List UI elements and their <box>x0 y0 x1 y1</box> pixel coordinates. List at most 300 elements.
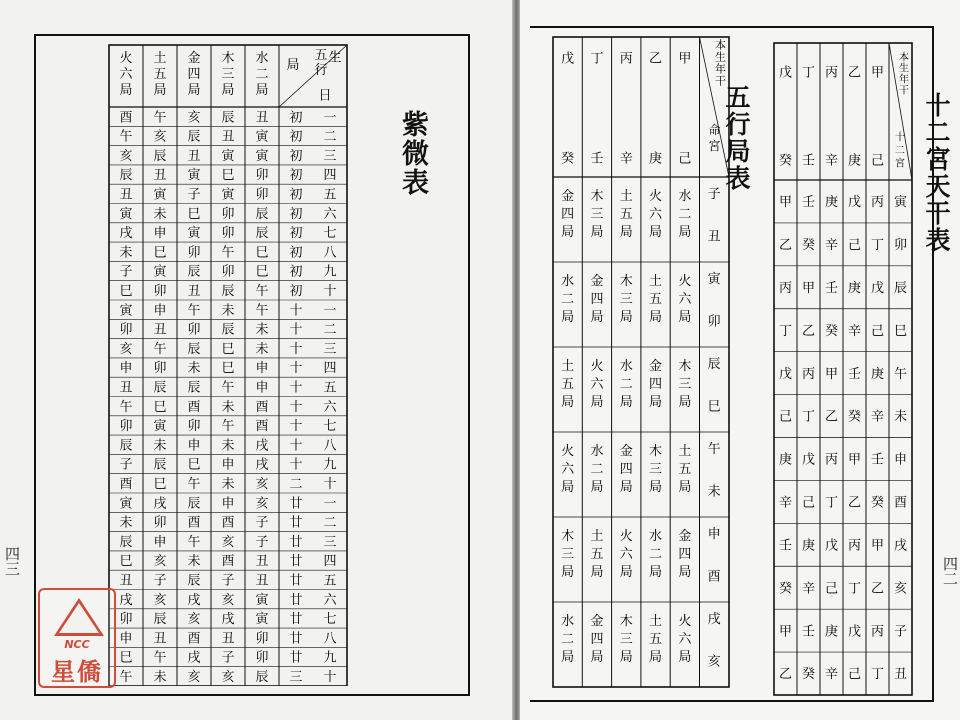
palace-cell: 己 <box>778 409 793 425</box>
ziwei-cell: 亥 <box>221 534 235 550</box>
svg-text:木: 木 <box>649 444 663 460</box>
svg-text:三: 三 <box>590 207 604 223</box>
ziwei-cell: 未 <box>119 245 133 261</box>
ziwei-cell: 酉 <box>255 399 269 415</box>
ziwei-cell: 卯 <box>255 631 269 647</box>
ziwei-cell: 戌 <box>255 457 269 473</box>
ziwei-cell: 巳 <box>153 245 167 261</box>
stamp-name: 星僑 <box>51 657 103 686</box>
svg-text:四: 四 <box>561 207 575 223</box>
ziwei-cell: 申 <box>255 361 269 377</box>
ziwei-cell: 戌 <box>187 592 201 608</box>
palace-cell: 戊 <box>778 366 793 382</box>
wuxing-stem-bottom: 己 <box>678 151 692 167</box>
svg-text:二: 二 <box>895 145 905 157</box>
ziwei-day-first: 十 <box>289 399 303 415</box>
ziwei-cell: 丑 <box>221 631 235 647</box>
ziwei-cell: 巳 <box>255 245 269 261</box>
palace-cell: 壬 <box>778 538 793 554</box>
ziwei-day-first: 廿 <box>289 612 303 628</box>
svg-text:三: 三 <box>649 462 663 478</box>
svg-text:火: 火 <box>561 444 575 460</box>
wuxing-cell <box>649 528 662 580</box>
ziwei-cell: 申 <box>153 303 167 319</box>
svg-text:二: 二 <box>561 292 575 308</box>
palace-cell: 甲 <box>870 538 885 554</box>
ziwei-cell: 子 <box>221 573 235 589</box>
ziwei-day-first: 二 <box>289 477 303 493</box>
svg-text:局: 局 <box>221 83 235 99</box>
ziwei-cell: 子 <box>119 457 133 473</box>
palace-cell: 庚 <box>778 452 793 468</box>
palace-cell: 乙 <box>778 238 793 254</box>
ziwei-cell: 卯 <box>221 264 235 280</box>
ziwei-day-second: 五 <box>323 380 337 396</box>
ziwei-cell: 辰 <box>221 284 235 300</box>
ziwei-cell: 巳 <box>119 554 133 570</box>
ziwei-cell: 亥 <box>187 110 201 126</box>
svg-text:金: 金 <box>561 189 575 205</box>
svg-text:局: 局 <box>678 650 692 666</box>
ziwei-cell: 巳 <box>221 341 235 357</box>
wuxing-cell <box>561 528 574 580</box>
wuxing-palace-second <box>708 570 721 585</box>
palace-cell: 戊 <box>847 624 862 640</box>
ziwei-cell: 酉 <box>187 399 201 415</box>
ziwei-day-first: 初 <box>289 284 303 300</box>
ziwei-day-first: 廿 <box>289 534 303 550</box>
svg-text:生: 生 <box>715 50 726 64</box>
ziwei-cell: 辰 <box>187 129 201 145</box>
svg-text:五: 五 <box>619 207 633 223</box>
svg-text:六: 六 <box>678 292 692 308</box>
svg-text:局: 局 <box>590 310 604 326</box>
ziwei-cell: 戌 <box>119 592 133 608</box>
palace-name: 未 <box>893 409 908 425</box>
wuxing-cell <box>678 358 691 410</box>
ziwei-cell: 巳 <box>187 206 201 222</box>
ziwei-cell: 亥 <box>255 477 269 493</box>
wuxing-cell <box>678 188 691 240</box>
svg-text:宮: 宮 <box>708 139 721 154</box>
wuxing-cell <box>561 613 574 665</box>
ziwei-cell: 午 <box>221 419 235 435</box>
palace-cell: 乙 <box>870 581 885 597</box>
ziwei-day-second: 八 <box>323 631 337 647</box>
ziwei-cell: 子 <box>153 573 167 589</box>
palace-cell: 甲 <box>847 452 862 468</box>
ziwei-cell: 申 <box>255 380 269 396</box>
palace-name: 辰 <box>893 280 908 296</box>
wuxing-palace-second <box>708 315 721 330</box>
svg-text:火: 火 <box>119 51 133 67</box>
ziwei-cell: 午 <box>221 245 235 261</box>
ziwei-corner-sheng: 生 <box>328 50 342 66</box>
svg-text:局: 局 <box>590 480 604 496</box>
palace-cell: 甲 <box>801 280 816 296</box>
svg-text:局: 局 <box>561 480 575 496</box>
ziwei-day-first: 十 <box>289 322 303 338</box>
svg-text:六: 六 <box>678 632 692 648</box>
svg-text:局: 局 <box>561 225 575 241</box>
ziwei-corner-ri: 日 <box>318 88 332 104</box>
svg-text:局: 局 <box>153 83 167 99</box>
palace-stem-top: 丁 <box>801 65 816 81</box>
ziwei-cell: 申 <box>187 438 201 454</box>
svg-text:金: 金 <box>678 529 692 545</box>
svg-text:六: 六 <box>561 462 575 478</box>
ziwei-cell: 丑 <box>119 573 133 589</box>
ziwei-cell: 辰 <box>187 573 201 589</box>
ziwei-cell: 寅 <box>153 264 167 280</box>
ziwei-cell: 辰 <box>187 380 201 396</box>
ziwei-cell: 午 <box>187 303 201 319</box>
svg-text:三: 三 <box>221 67 235 83</box>
ziwei-day-second: 四 <box>323 168 337 184</box>
svg-text:局: 局 <box>619 395 633 411</box>
svg-text:火: 火 <box>678 274 692 290</box>
svg-text:干: 干 <box>715 74 726 88</box>
wuxing-cell <box>561 273 574 325</box>
palace-cell: 甲 <box>778 195 793 211</box>
svg-text:局: 局 <box>255 83 269 99</box>
svg-text:六: 六 <box>119 67 133 83</box>
svg-text:局: 局 <box>678 565 692 581</box>
ziwei-day-first: 三 <box>289 670 303 686</box>
palace-cell: 己 <box>847 667 862 683</box>
svg-text:未: 未 <box>707 484 721 500</box>
ziwei-cell: 辰 <box>187 496 201 512</box>
ziwei-cell: 寅 <box>221 148 235 164</box>
palace-cell: 庚 <box>801 538 816 554</box>
palace-cell: 辛 <box>778 495 793 511</box>
svg-text:木: 木 <box>619 274 633 290</box>
ziwei-cell: 丑 <box>187 148 201 164</box>
ziwei-cell: 午 <box>119 399 133 415</box>
wuxing-stem-bottom: 庚 <box>649 151 663 167</box>
palace-stem-bottom: 壬 <box>801 153 816 169</box>
ziwei-cell: 卯 <box>153 515 167 531</box>
wuxing-palace-second <box>708 484 721 500</box>
wuxing-palace-second <box>708 400 721 415</box>
palace-cell: 丙 <box>801 366 816 382</box>
palace-cell: 壬 <box>870 452 885 468</box>
ziwei-day-first: 初 <box>289 148 303 164</box>
ziwei-cell: 辰 <box>119 534 133 550</box>
palace-cell: 丁 <box>778 323 793 339</box>
ziwei-day-first: 十 <box>289 361 303 377</box>
ziwei-cell: 午 <box>221 380 235 396</box>
ziwei-day-first: 廿 <box>289 592 303 608</box>
palace-cell: 庚 <box>847 280 862 296</box>
svg-text:木: 木 <box>561 529 575 545</box>
ziwei-cell: 寅 <box>255 129 269 145</box>
ziwei-day-first: 十 <box>289 419 303 435</box>
palace-cell: 丙 <box>847 538 862 554</box>
ziwei-day-first: 初 <box>289 206 303 222</box>
ziwei-day-second: 六 <box>323 399 337 415</box>
wuxing-palace-first <box>708 442 721 457</box>
ziwei-cell: 卯 <box>153 361 167 377</box>
ziwei-cell: 戌 <box>255 438 269 454</box>
palace-cell: 戊 <box>824 538 839 554</box>
ziwei-cell: 辰 <box>255 206 269 222</box>
svg-text:四: 四 <box>187 67 201 83</box>
ziwei-cell: 午 <box>187 534 201 550</box>
svg-text:火: 火 <box>619 529 633 545</box>
wuxing-cell <box>678 528 691 580</box>
svg-text:十: 十 <box>895 132 905 144</box>
palace-cell: 辛 <box>824 238 839 254</box>
palace-stem-top: 乙 <box>847 65 862 81</box>
wuxing-stem-top: 甲 <box>678 51 692 67</box>
ziwei-cell: 辰 <box>153 380 167 396</box>
ziwei-day-second: 二 <box>323 515 337 531</box>
palace-name: 亥 <box>893 581 908 597</box>
palace-cell: 壬 <box>824 280 839 296</box>
svg-text:水: 水 <box>561 614 575 630</box>
ziwei-day-first: 十 <box>289 380 303 396</box>
ziwei-day-second: 一 <box>323 496 337 512</box>
svg-text:干: 干 <box>899 85 909 97</box>
ziwei-bureau-header <box>153 50 166 98</box>
ziwei-day-first: 十 <box>289 457 303 473</box>
wuxing-palace-second <box>708 230 721 245</box>
ziwei-cell: 午 <box>255 284 269 300</box>
wuxing-palace-first <box>708 357 721 372</box>
ziwei-cell: 午 <box>119 129 133 145</box>
ziwei-cell: 午 <box>153 110 167 126</box>
ziwei-cell: 申 <box>221 496 235 512</box>
svg-text:戌: 戌 <box>707 612 721 628</box>
svg-text:申: 申 <box>707 527 721 543</box>
svg-text:二: 二 <box>649 547 663 563</box>
palace-cell: 辛 <box>870 409 885 425</box>
svg-text:水: 水 <box>619 359 633 375</box>
svg-text:卯: 卯 <box>707 314 721 330</box>
svg-text:局: 局 <box>286 58 300 74</box>
palace-cell: 癸 <box>801 238 816 254</box>
ziwei-day-second: 八 <box>323 245 337 261</box>
svg-text:局: 局 <box>590 565 604 581</box>
wuxing-cell <box>620 613 633 665</box>
wuxing-cell <box>590 528 603 580</box>
ziwei-day-second: 三 <box>323 534 337 550</box>
ziwei-day-second: 五 <box>323 187 337 203</box>
palace-cell: 己 <box>870 323 885 339</box>
palace-cell: 丁 <box>801 409 816 425</box>
ziwei-cell: 亥 <box>153 554 167 570</box>
ziwei-cell: 酉 <box>187 631 201 647</box>
svg-text:局: 局 <box>561 395 575 411</box>
wuxing-table <box>552 36 730 688</box>
ziwei-cell: 寅 <box>221 187 235 203</box>
ziwei-cell: 寅 <box>119 496 133 512</box>
wuxing-cell <box>620 358 633 410</box>
ziwei-day-first: 廿 <box>289 573 303 589</box>
ziwei-cell: 巳 <box>153 477 167 493</box>
ziwei-cell: 寅 <box>187 168 201 184</box>
svg-text:三: 三 <box>619 292 633 308</box>
wuxing-stem-bottom: 辛 <box>619 151 633 167</box>
svg-text:局: 局 <box>649 225 663 241</box>
ziwei-cell: 卯 <box>119 419 133 435</box>
svg-text:金: 金 <box>590 274 604 290</box>
wuxing-corner-top <box>715 37 726 87</box>
right-page-number: 四二 <box>941 556 959 586</box>
wuxing-cell <box>649 613 662 665</box>
ziwei-cell: 申 <box>153 534 167 550</box>
svg-text:土: 土 <box>561 359 575 375</box>
wuxing-cell <box>561 188 574 240</box>
svg-text:年: 年 <box>715 62 726 76</box>
ziwei-day-first: 廿 <box>289 650 303 666</box>
wuxing-palace-second <box>708 655 721 670</box>
ziwei-cell: 卯 <box>221 226 235 242</box>
svg-text:命: 命 <box>708 123 721 138</box>
palace-name: 午 <box>893 366 908 382</box>
palace-corner-bottom <box>895 131 905 170</box>
palace-cell: 丙 <box>824 452 839 468</box>
svg-text:土: 土 <box>619 189 633 205</box>
palace-cell: 癸 <box>778 581 793 597</box>
palace-name: 酉 <box>893 495 908 511</box>
svg-text:局: 局 <box>119 83 133 99</box>
ziwei-cell: 申 <box>153 226 167 242</box>
svg-text:局: 局 <box>590 650 604 666</box>
palace-cell: 丙 <box>870 624 885 640</box>
ziwei-cell: 申 <box>221 457 235 473</box>
svg-text:木: 木 <box>221 51 235 67</box>
ziwei-cell: 辰 <box>153 612 167 628</box>
svg-text:局: 局 <box>619 565 633 581</box>
ziwei-cell: 午 <box>153 650 167 666</box>
ziwei-cell: 巳 <box>119 650 133 666</box>
ziwei-day-first: 廿 <box>289 631 303 647</box>
svg-text:四: 四 <box>678 547 692 563</box>
svg-text:四: 四 <box>619 462 633 478</box>
ziwei-cell: 巳 <box>153 399 167 415</box>
ziwei-cell: 未 <box>153 438 167 454</box>
svg-text:六: 六 <box>619 547 633 563</box>
ziwei-cell: 未 <box>221 477 235 493</box>
ziwei-bureau-header <box>221 50 234 98</box>
ziwei-cell: 卯 <box>153 284 167 300</box>
ziwei-table <box>108 44 353 686</box>
svg-text:土: 土 <box>678 444 692 460</box>
ziwei-cell: 卯 <box>255 650 269 666</box>
ziwei-cell: 酉 <box>119 110 133 126</box>
svg-text:子: 子 <box>707 187 721 203</box>
palace-cell: 丙 <box>870 195 885 211</box>
svg-text:五: 五 <box>590 547 604 563</box>
wuxing-stem-bottom: 癸 <box>561 151 575 167</box>
ziwei-day-second: 九 <box>323 650 337 666</box>
ziwei-day-first: 初 <box>289 187 303 203</box>
svg-text:行: 行 <box>314 63 328 79</box>
ziwei-day-second: 六 <box>323 206 337 222</box>
wuxing-cell <box>590 358 604 410</box>
ziwei-cell: 辰 <box>221 110 235 126</box>
palace-cell: 甲 <box>824 366 839 382</box>
svg-text:局: 局 <box>649 480 663 496</box>
svg-text:生: 生 <box>899 63 909 75</box>
ziwei-cell: 辰 <box>221 322 235 338</box>
ziwei-cell: 寅 <box>187 226 201 242</box>
ziwei-cell: 辰 <box>153 457 167 473</box>
palace-stem-bottom: 己 <box>870 153 885 169</box>
ziwei-cell: 寅 <box>153 187 167 203</box>
ziwei-corner-wu <box>314 48 327 78</box>
svg-text:金: 金 <box>590 614 604 630</box>
palace-cell: 丁 <box>870 667 885 683</box>
svg-text:寅: 寅 <box>707 272 721 288</box>
wuxing-cell <box>678 443 691 495</box>
svg-text:木: 木 <box>678 359 692 375</box>
svg-text:水: 水 <box>678 189 692 205</box>
ziwei-day-first: 廿 <box>289 496 303 512</box>
svg-text:水: 水 <box>590 444 604 460</box>
ziwei-cell: 申 <box>119 631 133 647</box>
ziwei-cell: 亥 <box>119 148 133 164</box>
ziwei-cell: 丑 <box>255 554 269 570</box>
ziwei-cell: 丑 <box>187 284 201 300</box>
palace-stem-title: 十二宮天干表 <box>922 92 951 254</box>
ziwei-cell: 未 <box>119 515 133 531</box>
svg-text:二: 二 <box>590 462 604 478</box>
ziwei-cell: 丑 <box>119 380 133 396</box>
ziwei-cell: 未 <box>221 438 235 454</box>
wuxing-palace-first <box>708 526 721 542</box>
ziwei-day-second: 六 <box>323 592 337 608</box>
ziwei-day-second: 七 <box>323 226 337 242</box>
wuxing-cell <box>561 443 575 495</box>
ziwei-day-second: 一 <box>323 110 337 126</box>
ziwei-day-second: 八 <box>323 438 337 454</box>
ziwei-day-first: 初 <box>289 110 303 126</box>
svg-text:局: 局 <box>187 83 201 99</box>
svg-text:局: 局 <box>619 225 633 241</box>
ziwei-cell: 丑 <box>153 631 167 647</box>
palace-stem-bottom: 癸 <box>778 153 793 169</box>
ziwei-cell: 子 <box>187 187 201 203</box>
ziwei-cell: 子 <box>255 515 269 531</box>
right-page <box>520 0 960 720</box>
palace-cell: 壬 <box>801 195 816 211</box>
ziwei-day-first: 初 <box>289 226 303 242</box>
ziwei-cell: 寅 <box>255 612 269 628</box>
wuxing-cell <box>590 613 603 665</box>
svg-text:局: 局 <box>649 650 663 666</box>
ziwei-day-second: 三 <box>323 341 337 357</box>
ziwei-day-first: 初 <box>289 129 303 145</box>
wuxing-cell <box>649 443 662 495</box>
ziwei-cell: 酉 <box>187 515 201 531</box>
wuxing-cell <box>620 443 633 495</box>
palace-stem-bottom: 辛 <box>824 153 839 169</box>
ziwei-day-second: 十 <box>323 477 337 493</box>
wuxing-cell <box>620 188 633 240</box>
wuxing-cell <box>590 188 603 240</box>
ziwei-cell: 未 <box>187 554 201 570</box>
wuxing-cell <box>649 273 662 325</box>
svg-text:金: 金 <box>187 51 201 67</box>
ziwei-cell: 寅 <box>119 303 133 319</box>
palace-stem-table <box>773 42 913 696</box>
palace-cell: 癸 <box>847 409 862 425</box>
svg-text:土: 土 <box>649 274 663 290</box>
ziwei-cell: 卯 <box>119 612 133 628</box>
